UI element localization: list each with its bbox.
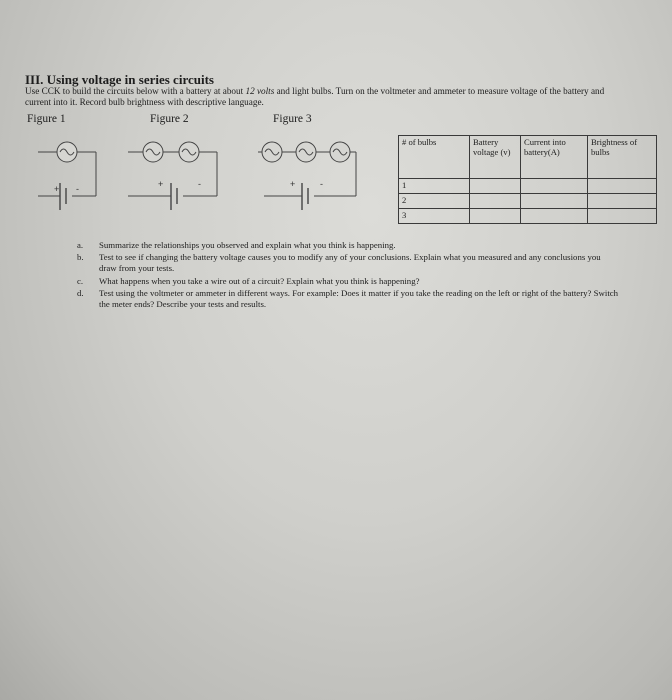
question-text: Test to see if changing the battery voltage causes you to modify any of your conclusions. Explain what you measured and any conclusions you draw from your tests. bbox=[99, 252, 601, 273]
minus-sign: - bbox=[320, 179, 323, 189]
table-row bbox=[399, 194, 657, 209]
plus-sign: + bbox=[54, 184, 60, 194]
table-cell[interactable] bbox=[521, 194, 588, 209]
header-brightness: Brightness of bulbs bbox=[588, 136, 657, 179]
question-text: Summarize the relationships you observed and explain what you think is happening. bbox=[99, 240, 396, 250]
minus-sign: - bbox=[198, 179, 201, 189]
intro-italic-voltage: 12 volts bbox=[245, 86, 275, 96]
intro-part-1: Use CCK to build the circuits below with a battery at about bbox=[25, 86, 246, 96]
question-text: Test using the voltmeter or ammeter in different ways. For example: Does it matter if you take the reading on the left or right of the battery? Switch the meter ends? Describe your tests and results. bbox=[99, 288, 619, 309]
table-cell[interactable] bbox=[470, 194, 521, 209]
question-letter: b. bbox=[77, 252, 84, 262]
table-cell: 3 bbox=[399, 209, 470, 224]
table-cell[interactable] bbox=[521, 179, 588, 194]
figure-1-circuit bbox=[38, 142, 96, 210]
table-cell[interactable] bbox=[588, 209, 657, 224]
table-cell[interactable] bbox=[470, 209, 521, 224]
table-cell: 2 bbox=[399, 194, 470, 209]
table-header-row bbox=[399, 136, 657, 179]
figure-2-circuit bbox=[128, 142, 217, 210]
question-text: What happens when you take a wire out of a circuit? Explain what you think is happening? bbox=[99, 276, 420, 286]
table-cell: 1 bbox=[399, 179, 470, 194]
table-cell[interactable] bbox=[521, 209, 588, 224]
results-table bbox=[398, 135, 657, 224]
question-letter: c. bbox=[77, 276, 84, 286]
header-num-bulbs: # of bulbs bbox=[399, 136, 470, 179]
question-letter: a. bbox=[77, 240, 84, 250]
figure-3-label: Figure 3 bbox=[273, 113, 312, 125]
figure-2-label: Figure 2 bbox=[150, 113, 189, 125]
intro-part-2: and light bulbs. Turn on the voltmeter and ammeter to measure voltage of the battery and current into it. Record bulb brightness with descriptive language. bbox=[25, 86, 605, 107]
plus-sign: + bbox=[290, 179, 296, 189]
minus-sign: - bbox=[76, 184, 79, 194]
table-row bbox=[399, 179, 657, 194]
question-letter: d. bbox=[77, 288, 84, 298]
header-battery-voltage: Battery voltage (v) bbox=[470, 136, 521, 179]
table-cell[interactable] bbox=[588, 179, 657, 194]
table-row bbox=[399, 209, 657, 224]
figure-1-label: Figure 1 bbox=[27, 113, 66, 125]
header-current: Current into battery(A) bbox=[521, 136, 588, 179]
table-cell[interactable] bbox=[470, 179, 521, 194]
figure-3-circuit bbox=[258, 142, 356, 210]
section-title: III. Using voltage in series circuits bbox=[25, 72, 214, 87]
plus-sign: + bbox=[158, 179, 164, 189]
table-cell[interactable] bbox=[588, 194, 657, 209]
